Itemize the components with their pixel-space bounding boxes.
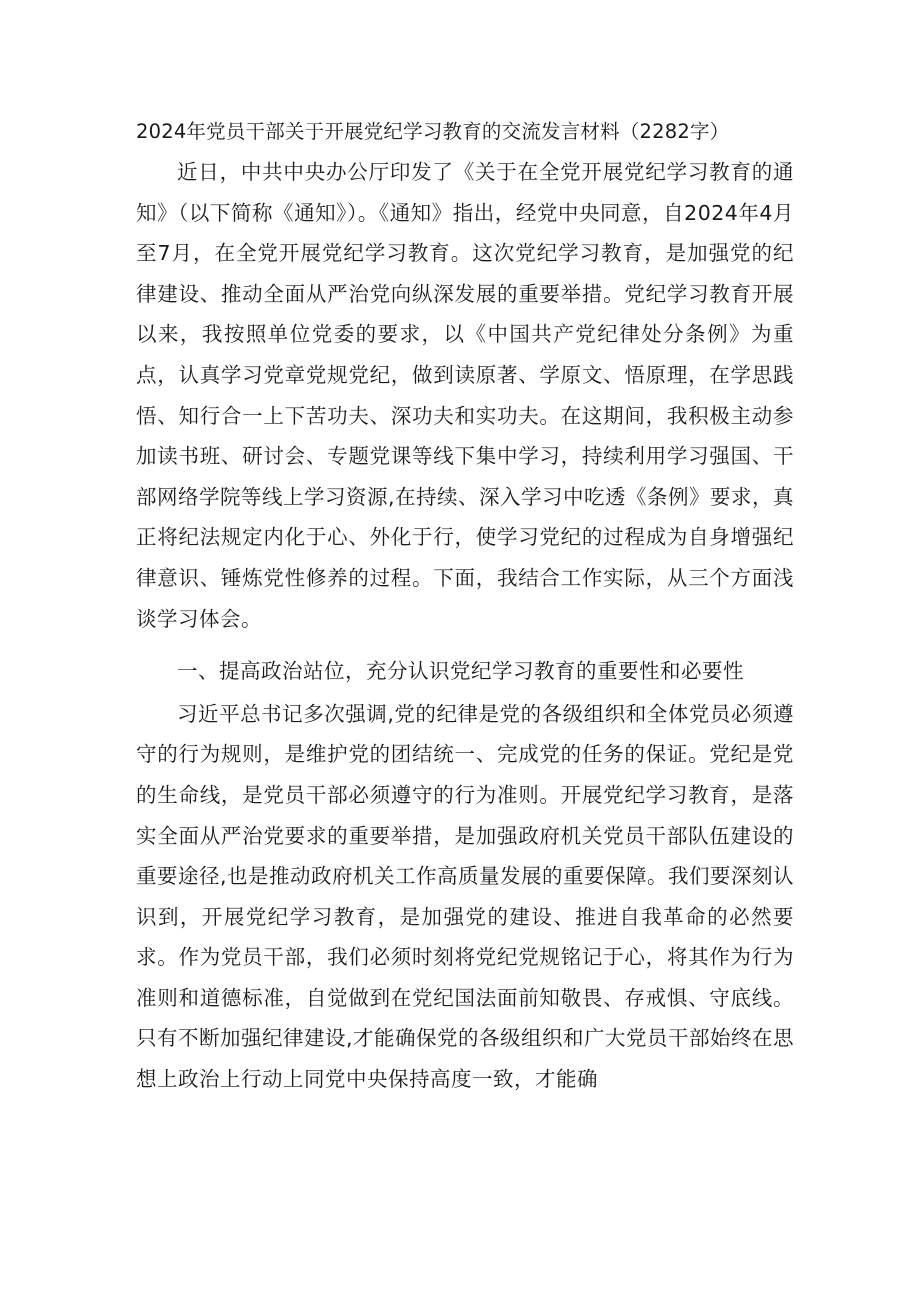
section-paragraph: 习近平总书记多次强调,党的纪律是党的各级组织和全体党员必须遵守的行为规则，是维护党的团结统一、完成党的任务的保证。党纪是党的生命线，是党员干部必须遵守的行为准则。开展党纪学习教育，是落实全面从严治党要求的重要举措，是加强政府机关党员干部队伍建设的重要途径,也是推动政府机关工作高质量发展的重要保障。我们要深刻认识到，开展党纪学习教育，是加强党的建设、推进自我革命的必然要求。作为党员干部，我们必须时刻将党纪党规铭记于心，将其作为行为准则和道德标准，自觉做到在党纪国法面前知敬畏、存戒惧、守底线。只有不断加强纪律建设,才能确保党的各级组织和广大党员干部始终在思想上政治上行动上同党中央保持高度一致，才能确 (136, 701, 795, 1092)
section-heading: 一、提高政治站位，充分认识党纪学习教育的重要性和必要性 (177, 659, 744, 684)
intro-paragraph: 近日，中共中央办公厅印发了《关于在全党开展党纪学习教育的通知》（以下简称《通知》）。《通知》指出，经党中央同意，自2024年4月至7月，在全党开展党纪学习教育。这次党纪学习教育，是加强党的纪律建设、推动全面从严治党向纵深发展的重要举措。党纪学习教育开展以来，我按照单位党委的要求，以《中国共产党纪律处分条例》为重点，认真学习党章党规党纪，做到读原著、学原文、悟原理，在学思践悟、知行合一上下苦功夫、深功夫和实功夫。在这期间，我积极主动参加读书班、研讨会、专题党课等线下集中学习，持续利用学习强国、干部网络学院等线上学习资源,在持续、深入学习中吃透《条例》要求，真正将纪法规定内化于心、外化于行，使学习党纪的过程成为自身增强纪律意识、锤炼党性修养的过程。下面，我结合工作实际，从三个方面浅谈学习体会。 (136, 160, 795, 631)
document-title: 2024年党员干部关于开展党纪学习教育的交流发言材料（2282字） (136, 120, 730, 143)
document-body (136, 117, 794, 1100)
